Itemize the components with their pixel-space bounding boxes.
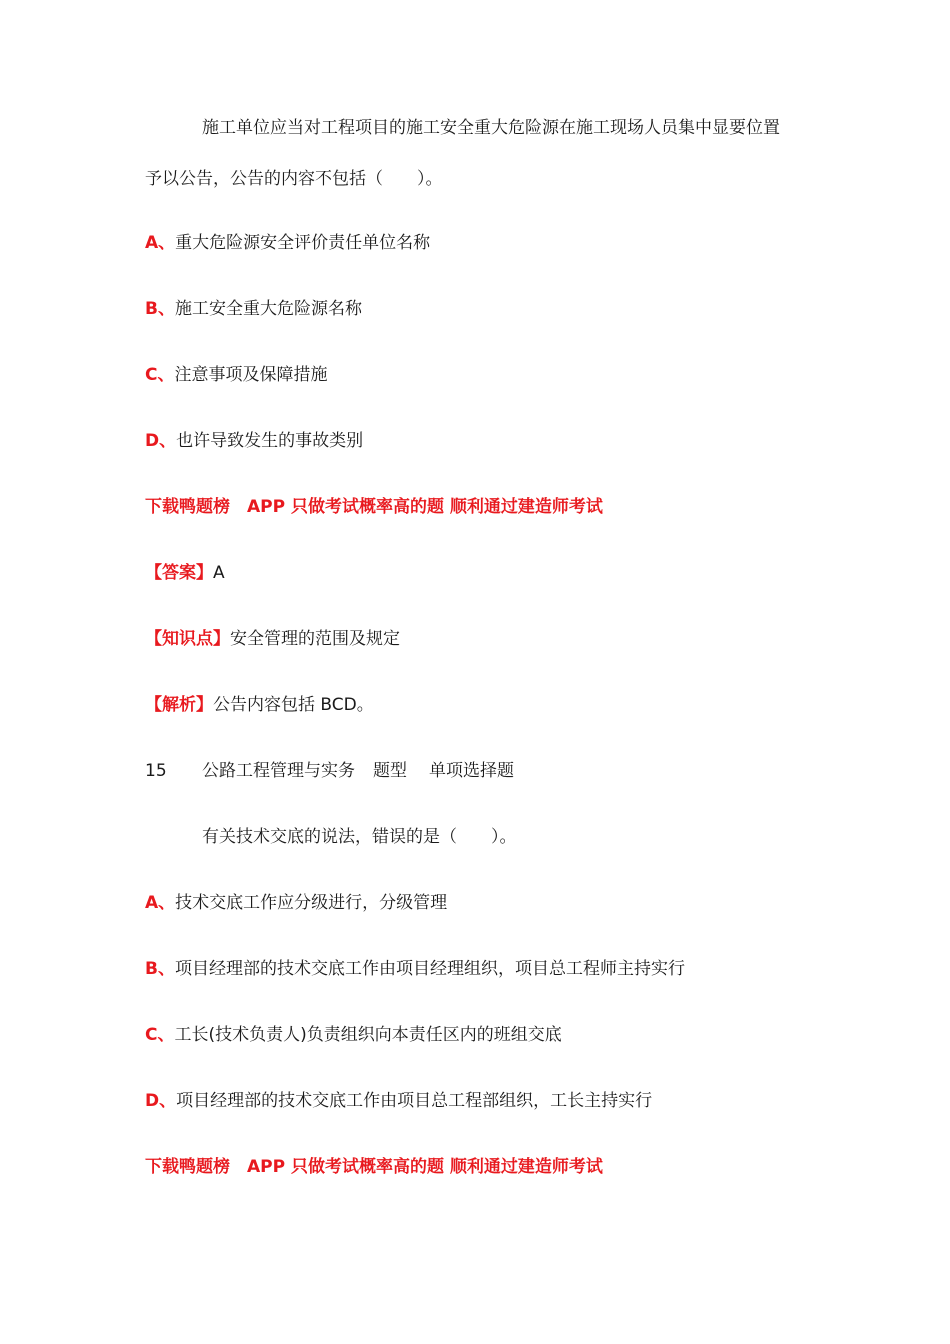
option-c bbox=[145, 363, 327, 387]
option-text: 施工安全重大危险源名称 bbox=[174, 299, 362, 319]
promo-banner: 下载鸭题榜 APP 只做考试概率高的题 顺利通过建造师考试 bbox=[145, 497, 603, 517]
option-letter: D、 bbox=[145, 1091, 177, 1111]
option-text: 注意事项及保障措施 bbox=[174, 365, 328, 385]
option-text: 项目经理部的技术交底工作由项目经理组织，项目总工程师主持实行 bbox=[174, 959, 685, 979]
option-text: 技术交底工作应分级进行，分级管理 bbox=[175, 893, 448, 913]
analysis-row bbox=[145, 693, 374, 717]
knowledge-label: 【知识点】 bbox=[145, 629, 230, 649]
option-letter: A、 bbox=[145, 893, 176, 913]
option-letter: C、 bbox=[145, 365, 175, 385]
answer-value: A bbox=[213, 563, 225, 583]
option-d bbox=[145, 1089, 652, 1113]
question-subject: 公路工程管理与实务 bbox=[202, 761, 355, 781]
option-text: 也许导致发生的事故类别 bbox=[176, 431, 364, 451]
option-letter: B、 bbox=[145, 299, 175, 319]
option-text: 项目经理部的技术交底工作由项目总工程部组织，工长主持实行 bbox=[176, 1091, 653, 1111]
question-stem: 有关技术交底的说法，错误的是（ ）。 bbox=[202, 827, 517, 847]
option-text: 重大危险源安全评价责任单位名称 bbox=[175, 233, 431, 253]
option-letter: D、 bbox=[145, 431, 177, 451]
question-type-label: 题型 bbox=[373, 761, 407, 781]
option-a bbox=[145, 231, 430, 255]
question-stem-line-2: 予以公告，公告的内容不包括（ ）。 bbox=[145, 169, 443, 189]
option-d bbox=[145, 429, 363, 453]
option-letter: C、 bbox=[145, 1025, 175, 1045]
analysis-value: 公告内容包括 BCD。 bbox=[213, 695, 374, 715]
option-b bbox=[145, 297, 362, 321]
answer-row bbox=[145, 561, 225, 585]
answer-label: 【答案】 bbox=[145, 563, 213, 583]
option-letter: B、 bbox=[145, 959, 175, 979]
question-header bbox=[145, 759, 514, 783]
promo-banner: 下载鸭题榜 APP 只做考试概率高的题 顺利通过建造师考试 bbox=[145, 1157, 603, 1177]
question-number: 15 bbox=[145, 761, 167, 781]
option-a bbox=[145, 891, 447, 915]
option-c bbox=[145, 1023, 562, 1047]
knowledge-row bbox=[145, 627, 400, 651]
analysis-label: 【解析】 bbox=[145, 695, 213, 715]
question-type-value: 单项选择题 bbox=[429, 761, 514, 781]
option-text: 工长(技术负责人)负责组织向本责任区内的班组交底 bbox=[174, 1025, 562, 1045]
question-stem-line-1: 施工单位应当对工程项目的施工安全重大危险源在施工现场人员集中显要位置 bbox=[202, 118, 780, 138]
knowledge-value: 安全管理的范围及规定 bbox=[230, 629, 400, 649]
option-b bbox=[145, 957, 685, 981]
option-letter: A、 bbox=[145, 233, 176, 253]
